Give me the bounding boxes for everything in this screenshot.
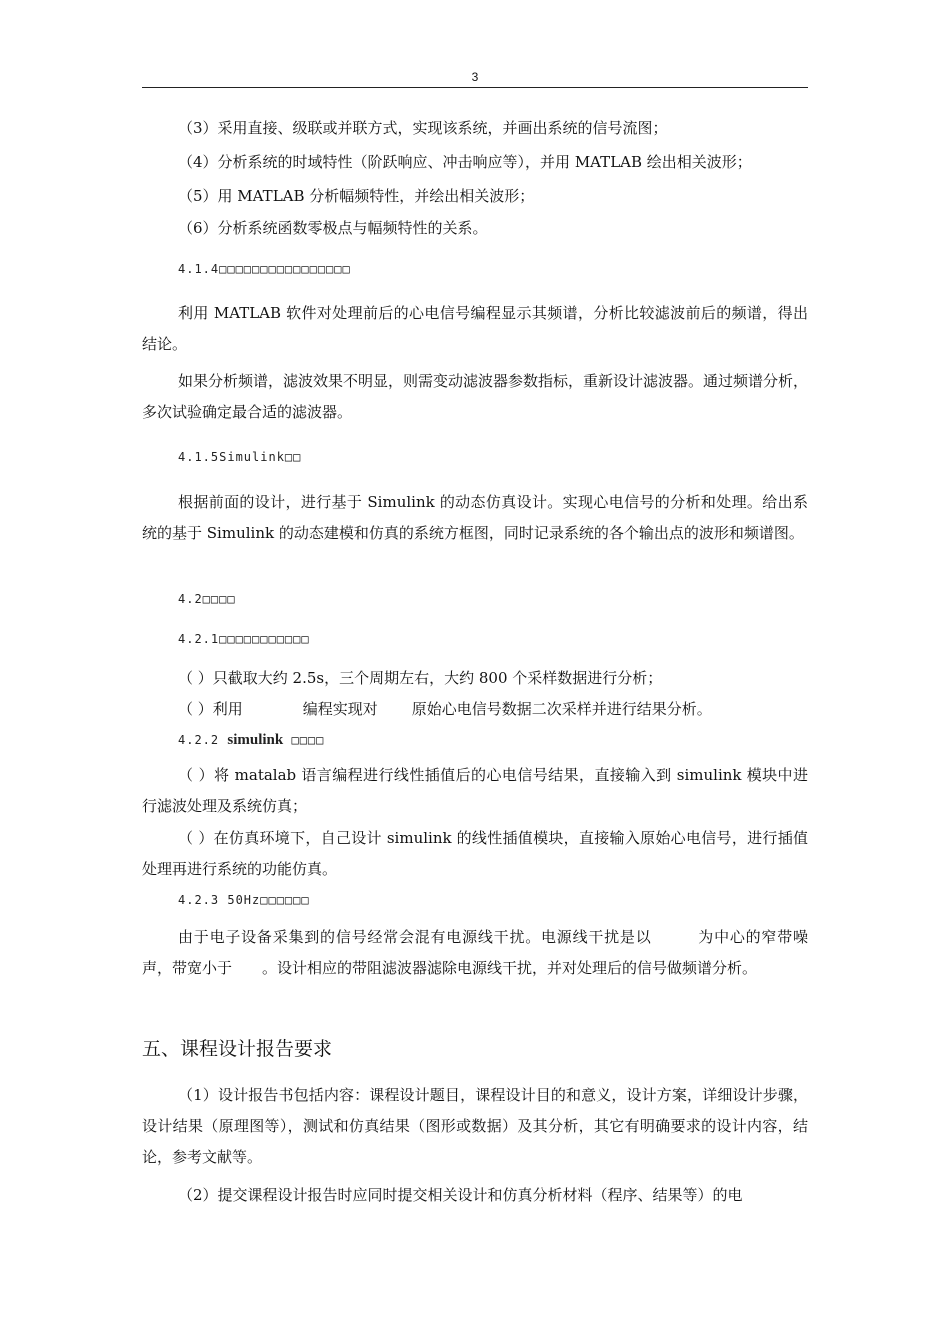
list-item: （5）用 MATLAB 分析幅频特性，并绘出相关波形；: [178, 187, 535, 205]
paragraph: 如果分析频谱，滤波效果不明显，则需变动滤波器参数指标，重新设计滤波器。通过频谱分析，多次试验确定最合适的滤波器。: [142, 372, 809, 421]
heading-bold: simulink: [227, 732, 284, 748]
paragraph-part: 。设计相应的带阻滤波器滤除电源线干扰，并对处理后的信号做频谱分析。: [262, 959, 758, 977]
paragraph: （ ）将 matalab 语言编程进行线性插值后的心电信号结果，直接输入到 simulink 模块中进行滤波处理及系统仿真；: [142, 766, 808, 815]
list-item: [178, 698, 712, 719]
paragraph: （1）设计报告书包括内容：课程设计题目，课程设计目的和意义，设计方案，详细设计步骤，设计结果（原理图等），测试和仿真结果（图形或数据）及其分析，其它有明确要求的设计内容，结论，参考文献等。: [142, 1086, 808, 1166]
section-heading-414: 4.1.4□□□□□□□□□□□□□□□□: [178, 262, 351, 276]
paragraph: [142, 922, 808, 984]
heading-suffix: □□□□: [291, 733, 325, 747]
paragraph: （2）提交课程设计报告时应同时提交相关设计和仿真分析材料（程序、结果等）的电: [178, 1186, 743, 1204]
header-rule: [142, 87, 808, 88]
section-title: 五、课程设计报告要求: [142, 1038, 333, 1060]
heading-prefix: 4.2.2: [178, 733, 220, 747]
section-heading-42: 4.2□□□□: [178, 592, 236, 606]
list-item: （6）分析系统函数零极点与幅频特性的关系。: [178, 219, 488, 237]
paragraph-part: 由于电子设备采集到的信号经常会混有电源线干扰。电源线干扰是以: [178, 928, 652, 946]
list-item-part: （ ）利用: [178, 700, 243, 718]
list-item-part: 原始心电信号数据二次采样并进行结果分析。: [411, 700, 712, 718]
paragraph: 利用 MATLAB 软件对处理前后的心电信号编程显示其频谱，分析比较滤波前后的频谱，得出结论。: [142, 304, 808, 353]
list-item-part: 编程实现对: [302, 700, 378, 718]
section-heading-415: 4.1.5Simulink□□: [178, 450, 302, 464]
list-item: （3）采用直接、级联或并联方式，实现该系统，并画出系统的信号流图；: [178, 119, 668, 137]
section-heading-421: 4.2.1□□□□□□□□□□□: [178, 632, 310, 646]
paragraph: （ ）在仿真环境下，自己设计 simulink 的线性插值模块，直接输入原始心电信号，进行插值处理再进行系统的功能仿真。: [142, 829, 808, 878]
section-heading-422: [178, 732, 324, 749]
paragraph: 根据前面的设计，进行基于 Simulink 的动态仿真设计。实现心电信号的分析和处理。给出系统的基于 Simulink 的动态建模和仿真的系统方框图，同时记录系统的各个输出点的波形和频谱图。: [142, 493, 808, 542]
list-item: （4）分析系统的时域特性（阶跃响应、冲击响应等），并用 MATLAB 绘出相关波形；: [178, 153, 752, 171]
paragraph-part: 为中心的窄带噪声，带宽小于: [142, 928, 808, 977]
list-item: （ ）只截取大约 2.5s，三个周期左右，大约 800 个采样数据进行分析；: [178, 669, 663, 687]
page-number: 3: [471, 70, 479, 84]
section-heading-423: 4.2.3 50Hz□□□□□□: [178, 893, 310, 907]
